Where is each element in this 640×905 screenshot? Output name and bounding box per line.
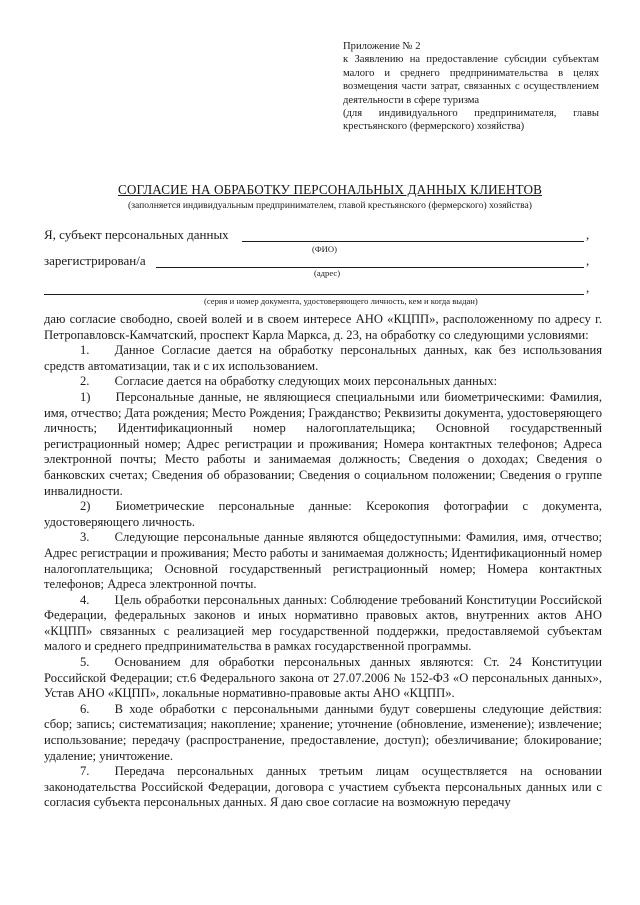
paragraph-6: 6. В ходе обработки с персональными данными будут совершены следующие действия: сбор; запись; систематизация; накопление; хранение; уточнение (обновление, изменение); извлечение; использование; передачу (распространение, предоставление, доступ); обезличивание; блокирование; удаление; уничтожение.	[44, 701, 602, 763]
paragraph-2-1: 1) Персональные данные, не являющиеся специальными или биометрическими: Фамилия, имя, отчество; Дата рождения; Место Рождения; Гражданство; Реквизиты документа, удостоверяющего личность; Идентификационный номер налогоплательщика; Основной государственный регистрационный номер; Адрес регистрации и проживания; Номера контактных телефонов; Адреса электронной почты; Место работы и занимаемая должность; Сведения о доходах; Сведения о банковских счетах; Сведения об образовании; Сведения о социальном положении; Сведения о группе инвалидности.	[44, 389, 602, 498]
fio-blank-line[interactable]	[242, 241, 584, 242]
intro-paragraph: даю согласие свободно, своей волей и в своем интересе АНО «КЦПП», расположенному по адресу г. Петропавловск-Камчатский, проспект Карла Маркса, д. 23, на обработку со следующими условиями:	[44, 312, 602, 342]
appendix-line: (для индивидуального предпринимателя, главы крестьянского (фермерского) хозяйства)	[343, 108, 599, 133]
address-blank-line[interactable]	[156, 267, 584, 268]
paragraph-2-2: 2) Биометрические персональные данные: Ксерокопия фотографии с документа, удостоверяющего личность.	[44, 499, 602, 529]
address-hint: (адрес)	[314, 268, 341, 278]
registered-label: зарегистрирован/а	[44, 253, 146, 268]
paragraph-2: 2. Согласие дается на обработку следующих моих персональных данных:	[80, 374, 498, 389]
document-row	[44, 280, 600, 296]
document-body	[44, 312, 602, 811]
paragraph-5: 5. Основанием для обработки персональных данных являются: Ст. 24 Конституции Российской Федерации; ст.6 Федерального закона от 27.07.2006 № 152-ФЗ «О персональных данных», Устав АНО «КЦПП», локальные нормативно-правовые акты АНО «КЦПП».	[44, 655, 602, 701]
document-title: СОГЛАСИЕ НА ОБРАБОТКУ ПЕРСОНАЛЬНЫХ ДАННЫХ КЛИЕНТОВ	[117, 182, 542, 197]
appendix-line: к Заявлению на предоставление субсидии субъектам малого и среднего предпринимательства в целях возмещения части затрат, связанных с осуществлением деятельности в сфере туризма	[343, 54, 599, 106]
paragraph-1: 1. Данное Согласие дается на обработку персональных данных, как без использования средств автоматизации, так и с их использованием.	[44, 343, 602, 373]
comma: ,	[586, 280, 590, 295]
comma: ,	[586, 227, 590, 242]
subject-label: Я, субъект персональных данных	[44, 227, 229, 242]
registered-row	[44, 253, 600, 269]
paragraph-4: 4. Цель обработки персональных данных: Соблюдение требований Конституции Российской Федерации, федеральных законов и иных нормативно правовых актов, внутренних актов АНО «КЦПП» связанных с реализацией мер государственной поддержки, предоставляемой субъектам малого и среднего предпринимательства в рамках государственной программы.	[44, 592, 602, 654]
document-subtitle: (заполняется индивидуальным предпринимателем, главой крестьянского (фермерского) хозяйства)	[128, 200, 532, 211]
appendix-block	[343, 40, 599, 134]
document-blank-line[interactable]	[44, 294, 584, 295]
paragraph-7: 7. Передача персональных данных третьим лицам осуществляется на основании законодательства Российской Федерации, договора с участием субъекта персональных данных или с согласия субъекта персональных данных. Я даю свое согласие на возможную передачу	[44, 764, 602, 810]
document-hint: (серия и номер документа, удостоверяющего личность, кем и когда выдан)	[204, 296, 478, 306]
fio-hint: (ФИО)	[312, 244, 337, 254]
comma: ,	[586, 253, 590, 268]
appendix-title: Приложение № 2	[343, 41, 421, 52]
subject-row	[44, 227, 600, 243]
paragraph-3: 3. Следующие персональные данные являются общедоступными: Фамилия, имя, отчество; Адрес регистрации и проживания; Место работы и занимаемая должность; Идентификационный номер налогоплательщика; Основной государственный регистрационный номер; Номера контактных телефонов; Адреса электронной почты.	[44, 530, 602, 592]
